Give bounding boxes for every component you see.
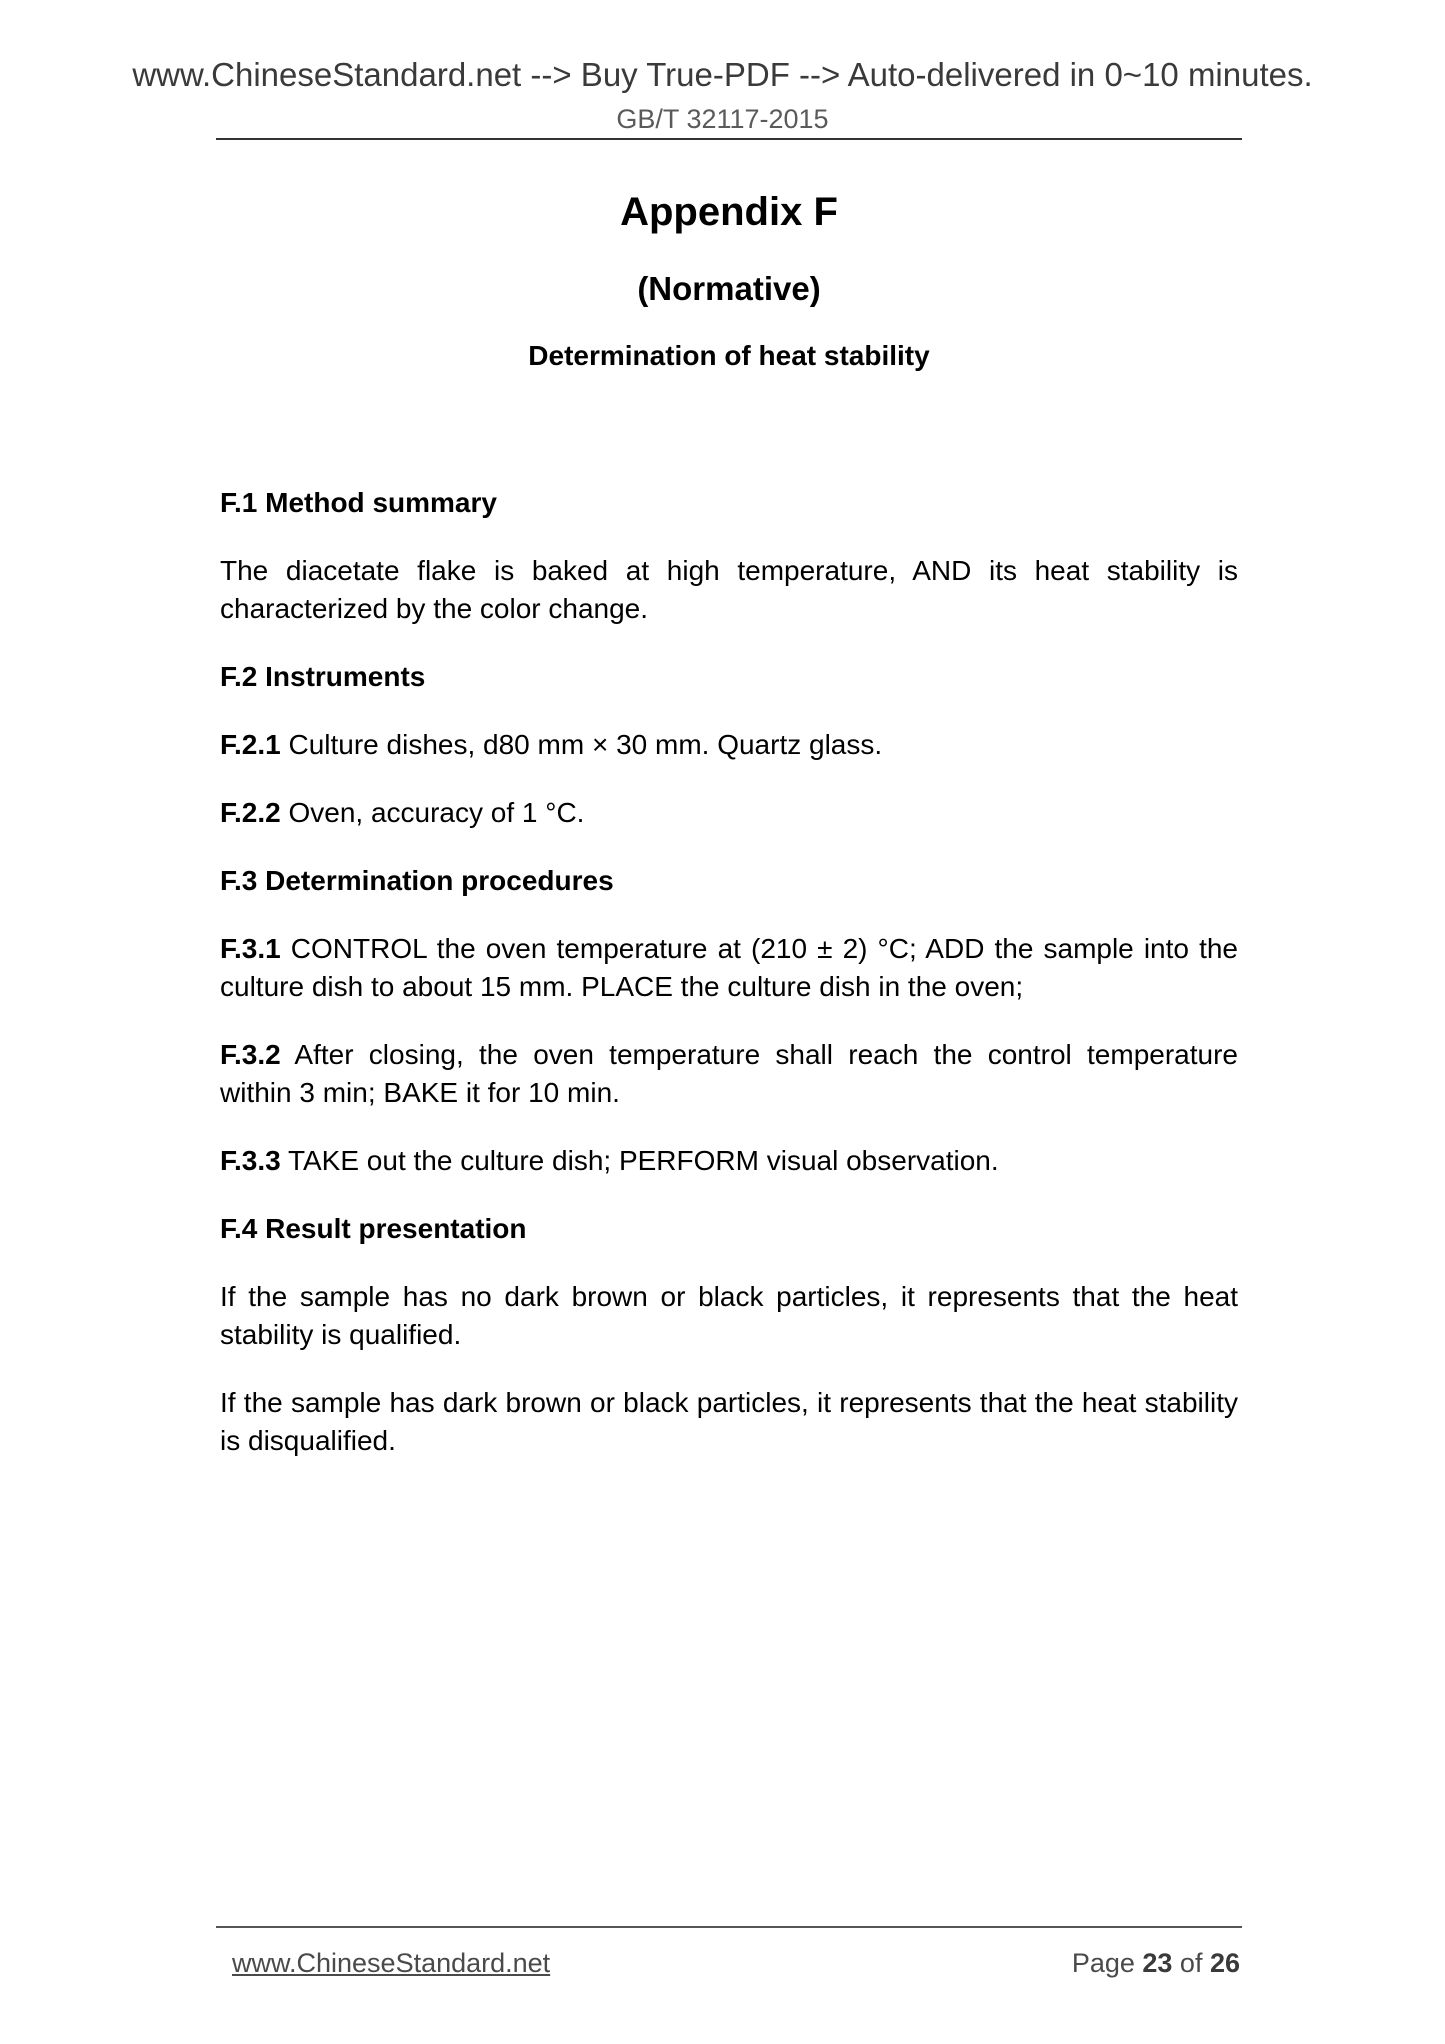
section-heading-f3: F.3 Determination procedures (220, 865, 614, 896)
clause-text: Oven, accuracy of 1 °C. (280, 797, 585, 828)
paragraph-f1: The diacetate flake is baked at high temperature, AND its heat stability is characterized by the color change. (220, 555, 1238, 624)
appendix-topic: Determination of heat stability (528, 340, 930, 371)
header-divider (216, 138, 1242, 140)
paragraph-f3-3 (220, 1142, 1238, 1180)
section-heading-f4: F.4 Result presentation (220, 1213, 527, 1244)
page-label: Page (1071, 1948, 1143, 1978)
paragraph-f4-disqualified: If the sample has dark brown or black particles, it represents that the heat stability is disqualified. (220, 1387, 1238, 1456)
clause-number: F.3.3 (220, 1145, 281, 1176)
page-of-label: of (1172, 1948, 1210, 1978)
page-banner: www.ChineseStandard.net --> Buy True-PDF --> Auto-delivered in 0~10 minutes. (132, 56, 1313, 93)
section-heading-f1: F.1 Method summary (220, 487, 497, 518)
appendix-type: (Normative) (637, 270, 821, 307)
clause-number: F.2.2 (220, 797, 281, 828)
paragraph-f3-2 (220, 1036, 1238, 1112)
clause-number: F.3.1 (220, 933, 281, 964)
document-code: GB/T 32117-2015 (616, 104, 829, 134)
clause-number: F.3.2 (220, 1039, 281, 1070)
clause-text: Culture dishes, d80 mm × 30 mm. Quartz glass. (280, 729, 883, 760)
page-number (1072, 1948, 1240, 1979)
body-text (220, 484, 1238, 1490)
footer-divider (216, 1926, 1242, 1928)
clause-number: F.2.1 (220, 729, 281, 760)
clause-text: CONTROL the oven temperature at (210 ± 2) °C; ADD the sample into the culture dish to about 15 mm. PLACE the culture dish in the oven; (220, 933, 1238, 1002)
footer-website-link[interactable]: www.ChineseStandard.net (232, 1948, 551, 1978)
paragraph-f4-qualified: If the sample has no dark brown or black particles, it represents that the heat stability is qualified. (220, 1281, 1238, 1350)
paragraph-f3-1 (220, 930, 1238, 1006)
total-pages: 26 (1209, 1948, 1240, 1978)
section-heading-f2: F.2 Instruments (220, 661, 426, 692)
appendix-title: Appendix F (620, 190, 838, 234)
clause-text: TAKE out the culture dish; PERFORM visual observation. (280, 1145, 999, 1176)
paragraph-f2-1 (220, 726, 1238, 764)
paragraph-f2-2 (220, 794, 1238, 832)
current-page: 23 (1142, 1948, 1173, 1978)
clause-text: After closing, the oven temperature shall reach the control temperature within 3 min; BAKE it for 10 min. (220, 1039, 1238, 1108)
